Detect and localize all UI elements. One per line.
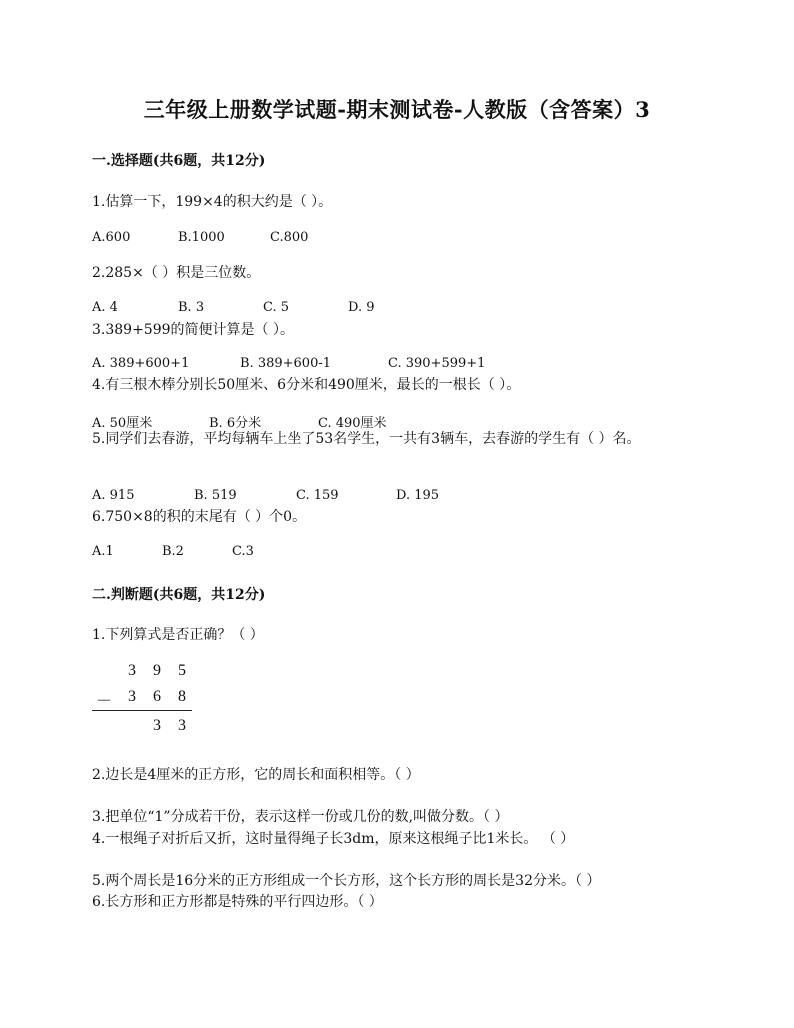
digit: 6 (153, 688, 161, 705)
judgement-2: 2.边长是4厘米的正方形，它的周长和面积相等。（ ） (92, 767, 420, 783)
digit: 9 (153, 662, 161, 679)
judgement-3: 3.把单位“1”分成若干份，表示这样一份或几份的数,叫做分数。（ ） (92, 809, 509, 825)
vertical-subtraction (92, 662, 212, 742)
question-3: 3.389+599的简便计算是（ ）。 (92, 322, 294, 338)
option-c[interactable]: C. 159 (296, 488, 339, 503)
question-5: 5.同学们去春游，平均每辆车上坐了53名学生，一共有3辆车，去春游的学生有（ ）名。 (92, 431, 641, 447)
option-b[interactable]: B. 389+600-1 (240, 356, 331, 371)
option-a[interactable]: A. 50厘米 (92, 416, 153, 431)
option-c[interactable]: C. 5 (263, 300, 290, 315)
option-b[interactable]: B. 519 (194, 488, 237, 503)
digit: 8 (178, 688, 186, 705)
judgement-4: 4.一根绳子对折后又折，这时量得绳子长3dm，原来这根绳子比1米长。 （ ） (92, 831, 575, 847)
option-b[interactable]: B. 3 (178, 300, 205, 315)
judgement-1: 1.下列算式是否正确？（ ） (92, 627, 264, 643)
minus-sign: － (95, 693, 112, 710)
option-c[interactable]: C.3 (232, 544, 254, 559)
question-6: 6.750×8的积的末尾有（ ）个0。 (92, 509, 307, 525)
option-c[interactable]: C. 490厘米 (318, 416, 387, 431)
judgement-5: 5.两个周长是16分米的正方形组成一个长方形，这个长方形的周长是32分米。（ ） (92, 873, 601, 889)
digit: 3 (153, 717, 161, 734)
question-2: 2.285×（ ）积是三位数。 (92, 265, 261, 281)
option-a[interactable]: A. 389+600+1 (92, 356, 190, 371)
option-c[interactable]: C.800 (270, 230, 309, 245)
question-1: 1.估算一下，199×4的积大约是（ ）。 (92, 194, 333, 210)
option-a[interactable]: A. 4 (92, 300, 118, 315)
digit: 3 (128, 662, 136, 679)
option-a[interactable]: A.1 (92, 544, 114, 559)
option-c[interactable]: C. 390+599+1 (388, 356, 486, 371)
option-d[interactable]: D. 9 (348, 300, 375, 315)
option-b[interactable]: B.1000 (178, 230, 225, 245)
option-d[interactable]: D. 195 (396, 488, 440, 503)
page-title: 三年级上册数学试题-期末测试卷-人教版（含答案）3 (143, 97, 651, 122)
section-heading-judgement: 二.判断题(共6题，共12分) (92, 587, 266, 603)
digit: 5 (178, 662, 186, 679)
digit: 3 (128, 688, 136, 705)
question-4: 4.有三根木棒分别长50厘米、6分米和490厘米，最长的一根长（ ）。 (92, 377, 521, 393)
option-b[interactable]: B.2 (162, 544, 184, 559)
option-a[interactable]: A.600 (92, 230, 131, 245)
result-line (92, 710, 192, 711)
section-heading-choice: 一.选择题(共6题，共12分) (92, 153, 266, 169)
digit: 3 (178, 717, 186, 734)
judgement-6: 6.长方形和正方形都是特殊的平行四边形。（ ） (92, 894, 383, 910)
option-b[interactable]: B. 6分米 (209, 416, 262, 431)
option-a[interactable]: A. 915 (92, 488, 135, 503)
